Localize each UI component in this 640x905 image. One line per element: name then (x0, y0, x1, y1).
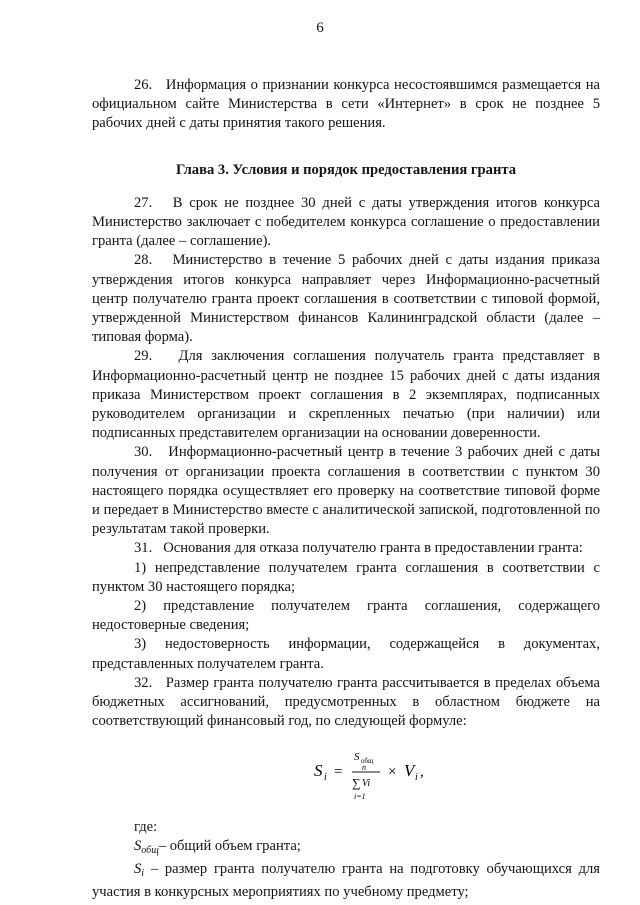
paragraph-30: 30. Информационно-расчетный центр в течение 3 рабочих дней с даты получения от организации проекта соглашения в соответствии с пунктом 30 настоящего порядка осуществляет его проверку на соответствие типовой форме и передает в Министерство вместе с аналитической запиской, подготовленной по результатам такой проверки. (92, 444, 600, 538)
def-s-i-subscript: i (141, 867, 145, 879)
paragraph-31-item-3: 3) недостоверность информации, содержащейся в документах, представленных получателем гранта. (92, 636, 600, 672)
formula-lhs-sub: i (324, 771, 327, 783)
formula-sum-upper: n (362, 762, 366, 772)
def-s-total-text: – общий объем гранта; (158, 837, 301, 854)
formula-sigma: ∑ (352, 775, 361, 790)
grant-formula (92, 746, 600, 808)
formula-rhs: V (404, 760, 415, 780)
formula-sum-term: Vi (362, 777, 371, 789)
paragraph-31-item-1: 1) непредставление получателем гранта соглашения в соответствии с пунктом 30 настоящего порядка; (92, 559, 600, 595)
formula-sum-lower: i=1 (354, 791, 366, 801)
formula-times: × (388, 763, 397, 780)
paragraph-31: 31. Основания для отказа получателю гранта в предоставлении гранта: (134, 540, 583, 557)
paragraph-32: 32. Размер гранта получателю гранта рассчитывается в пределах объема бюджетных ассигнований, предусмотренных в областном бюджете на соответствующий финансовый год, по следующей формуле: (92, 674, 600, 730)
formula-num-sub: общ (361, 756, 374, 765)
document-body (92, 76, 600, 902)
page-number: 6 (316, 20, 324, 36)
paragraph-27: 27. В срок не позднее 30 дней с даты утверждения итогов конкурса Министерство заключает с победителем конкурса соглашение о предоставлении гранта (далее – соглашение). (92, 194, 600, 250)
formula-lhs: S (314, 760, 323, 780)
formula-rhs-sub: i (415, 771, 418, 783)
paragraph-26: 26. Информация о признании конкурса несостоявшимся размещается на официальном сайте Министерства в сети «Интернет» в срок не позднее 5 рабочих дней с даты принятия такого решения. (92, 77, 600, 132)
def-s-i-text: – размер гранта получателю гранта на подготовку обучающихся для участия в конкурсных мероприятиях по учебному предмету; (92, 860, 600, 901)
def-s-total-subscript: общ (141, 844, 159, 856)
chapter-heading: Глава 3. Условия и порядок предоставления гранта (175, 161, 517, 178)
paragraph-31-item-2: 2) представление получателем гранта соглашения, содержащего недостоверные сведения; (92, 598, 600, 634)
paragraph-29: 29. Для заключения соглашения получатель гранта представляет в Информационно-расчетный центр не позднее 15 рабочих дней с даты издания приказа Министерством проект соглашения в 2 экземплярах, подписанных руководителем организации и скрепленных печатью (при наличии) или подписанных представителем организации на основании доверенности. (92, 348, 600, 442)
formula-equals: = (334, 763, 343, 780)
where-label: где: (134, 818, 158, 835)
def-s-total-symbol: S (134, 837, 142, 854)
definition-s-total (92, 837, 600, 860)
paragraph-28: 28. Министерство в течение 5 рабочих дней с даты издания приказа утверждения итогов конкурса направляет через Информационно-расчетный центр получателю гранта проект соглашения в соответствии с типовой формой, утвержденной Министерством финансов Калининградской области (далее – типовая форма). (92, 252, 600, 346)
formula-tail: , (420, 763, 424, 780)
definition-s-i (92, 860, 600, 902)
def-s-i-symbol: S (134, 860, 142, 877)
formula-num: S (354, 750, 360, 763)
